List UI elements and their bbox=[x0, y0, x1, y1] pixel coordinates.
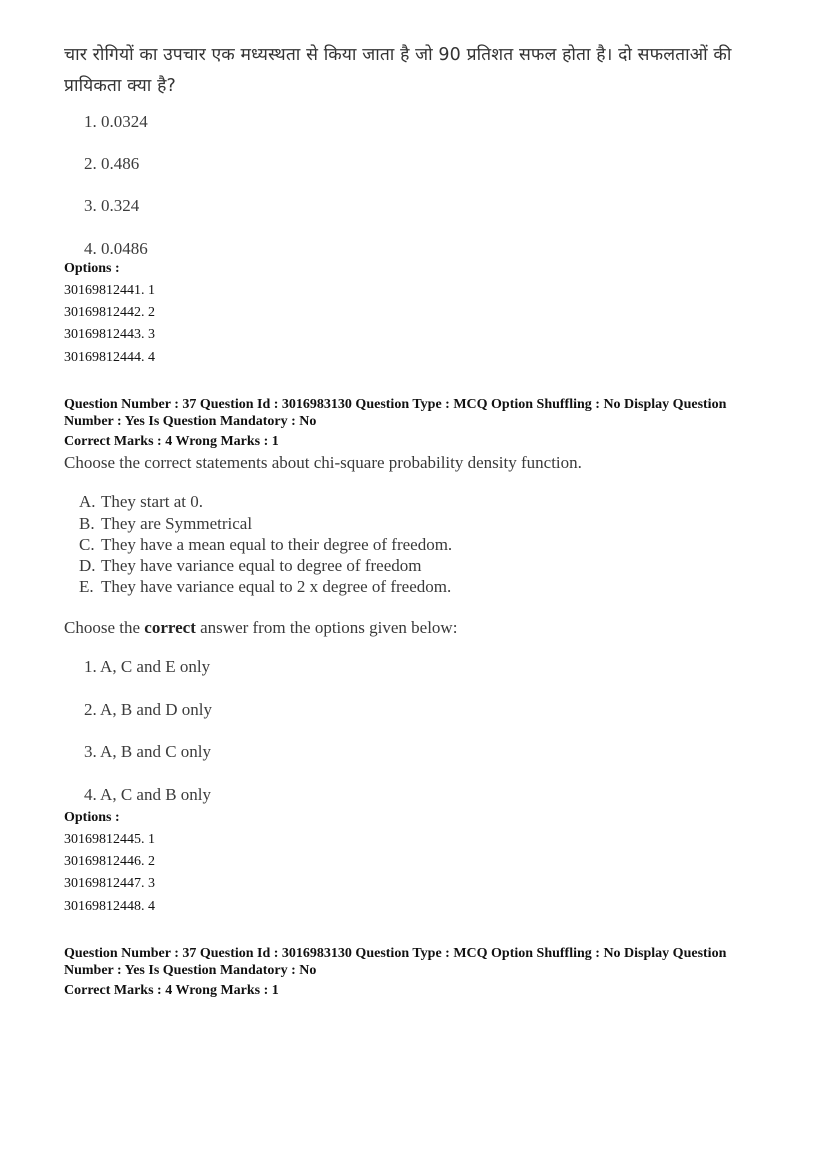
instruction-bold: correct bbox=[144, 618, 196, 637]
prev-question-text: चार रोगियों का उपचार एक मध्यस्थता से किया जाता है जो 90 प्रतिशत सफल होता है। दो सफलताओं की प्रायिकता क्या है? bbox=[64, 45, 732, 96]
next-question-meta-line1: Question Number : 37 Question Id : 3016983130 Question Type : MCQ Option Shuffling : No Display Question bbox=[64, 946, 727, 961]
statement-letter: A. bbox=[79, 492, 96, 511]
statement-text: They have variance equal to 2 x degree of freedom. bbox=[101, 577, 452, 596]
prev-options-label: Options : bbox=[64, 261, 120, 276]
question-meta bbox=[64, 396, 784, 450]
statement-letter: B. bbox=[79, 514, 95, 533]
statement-e bbox=[79, 577, 451, 597]
statement-text: They have a mean equal to their degree of freedom. bbox=[101, 535, 453, 554]
choice-2: 2. A, B and D only bbox=[84, 700, 212, 719]
option-id-1: 30169812445. 1 bbox=[64, 832, 155, 847]
choice-4: 4. A, C and B only bbox=[84, 785, 212, 804]
prev-choice-2: 2. 0.486 bbox=[84, 154, 140, 173]
choice-3: 3. A, B and C only bbox=[84, 742, 212, 761]
options-label: Options : bbox=[64, 810, 120, 825]
question-meta-line1: Question Number : 37 Question Id : 3016983130 Question Type : MCQ Option Shuffling : No Display Question bbox=[64, 397, 727, 412]
question-marks: Correct Marks : 4 Wrong Marks : 1 bbox=[64, 434, 279, 449]
next-question-marks: Correct Marks : 4 Wrong Marks : 1 bbox=[64, 983, 279, 998]
instruction-post: answer from the options given below: bbox=[195, 618, 458, 637]
prev-choice-4: 4. 0.0486 bbox=[84, 239, 148, 258]
instruction bbox=[64, 618, 457, 638]
next-question-meta-line2: Number : Yes Is Question Mandatory : No bbox=[64, 963, 317, 978]
option-id-2: 30169812446. 2 bbox=[64, 854, 155, 869]
statement-a bbox=[79, 492, 203, 512]
next-question-meta bbox=[64, 945, 784, 999]
statement-b bbox=[79, 514, 252, 534]
prev-choice-3: 3. 0.324 bbox=[84, 196, 140, 215]
statement-letter: E. bbox=[79, 577, 94, 596]
statement-text: They are Symmetrical bbox=[101, 514, 253, 533]
statement-d bbox=[79, 556, 421, 576]
statement-text: They start at 0. bbox=[101, 492, 203, 511]
option-id-4: 30169812448. 4 bbox=[64, 899, 155, 914]
instruction-pre: Choose the bbox=[64, 618, 145, 637]
option-id-3: 30169812447. 3 bbox=[64, 876, 155, 891]
prev-option-id-2: 30169812442. 2 bbox=[64, 305, 155, 320]
statement-letter: C. bbox=[79, 535, 95, 554]
prev-option-id-3: 30169812443. 3 bbox=[64, 327, 155, 342]
prev-option-id-1: 30169812441. 1 bbox=[64, 283, 155, 298]
question-meta-line2: Number : Yes Is Question Mandatory : No bbox=[64, 414, 317, 429]
statement-letter: D. bbox=[79, 556, 96, 575]
statement-c bbox=[79, 535, 452, 555]
choice-1: 1. A, C and E only bbox=[84, 657, 211, 676]
question-stem: Choose the correct statements about chi-square probability density function. bbox=[64, 453, 582, 472]
statement-text: They have variance equal to degree of freedom bbox=[101, 556, 422, 575]
prev-choice-1: 1. 0.0324 bbox=[84, 112, 148, 131]
prev-option-id-4: 30169812444. 4 bbox=[64, 350, 155, 365]
